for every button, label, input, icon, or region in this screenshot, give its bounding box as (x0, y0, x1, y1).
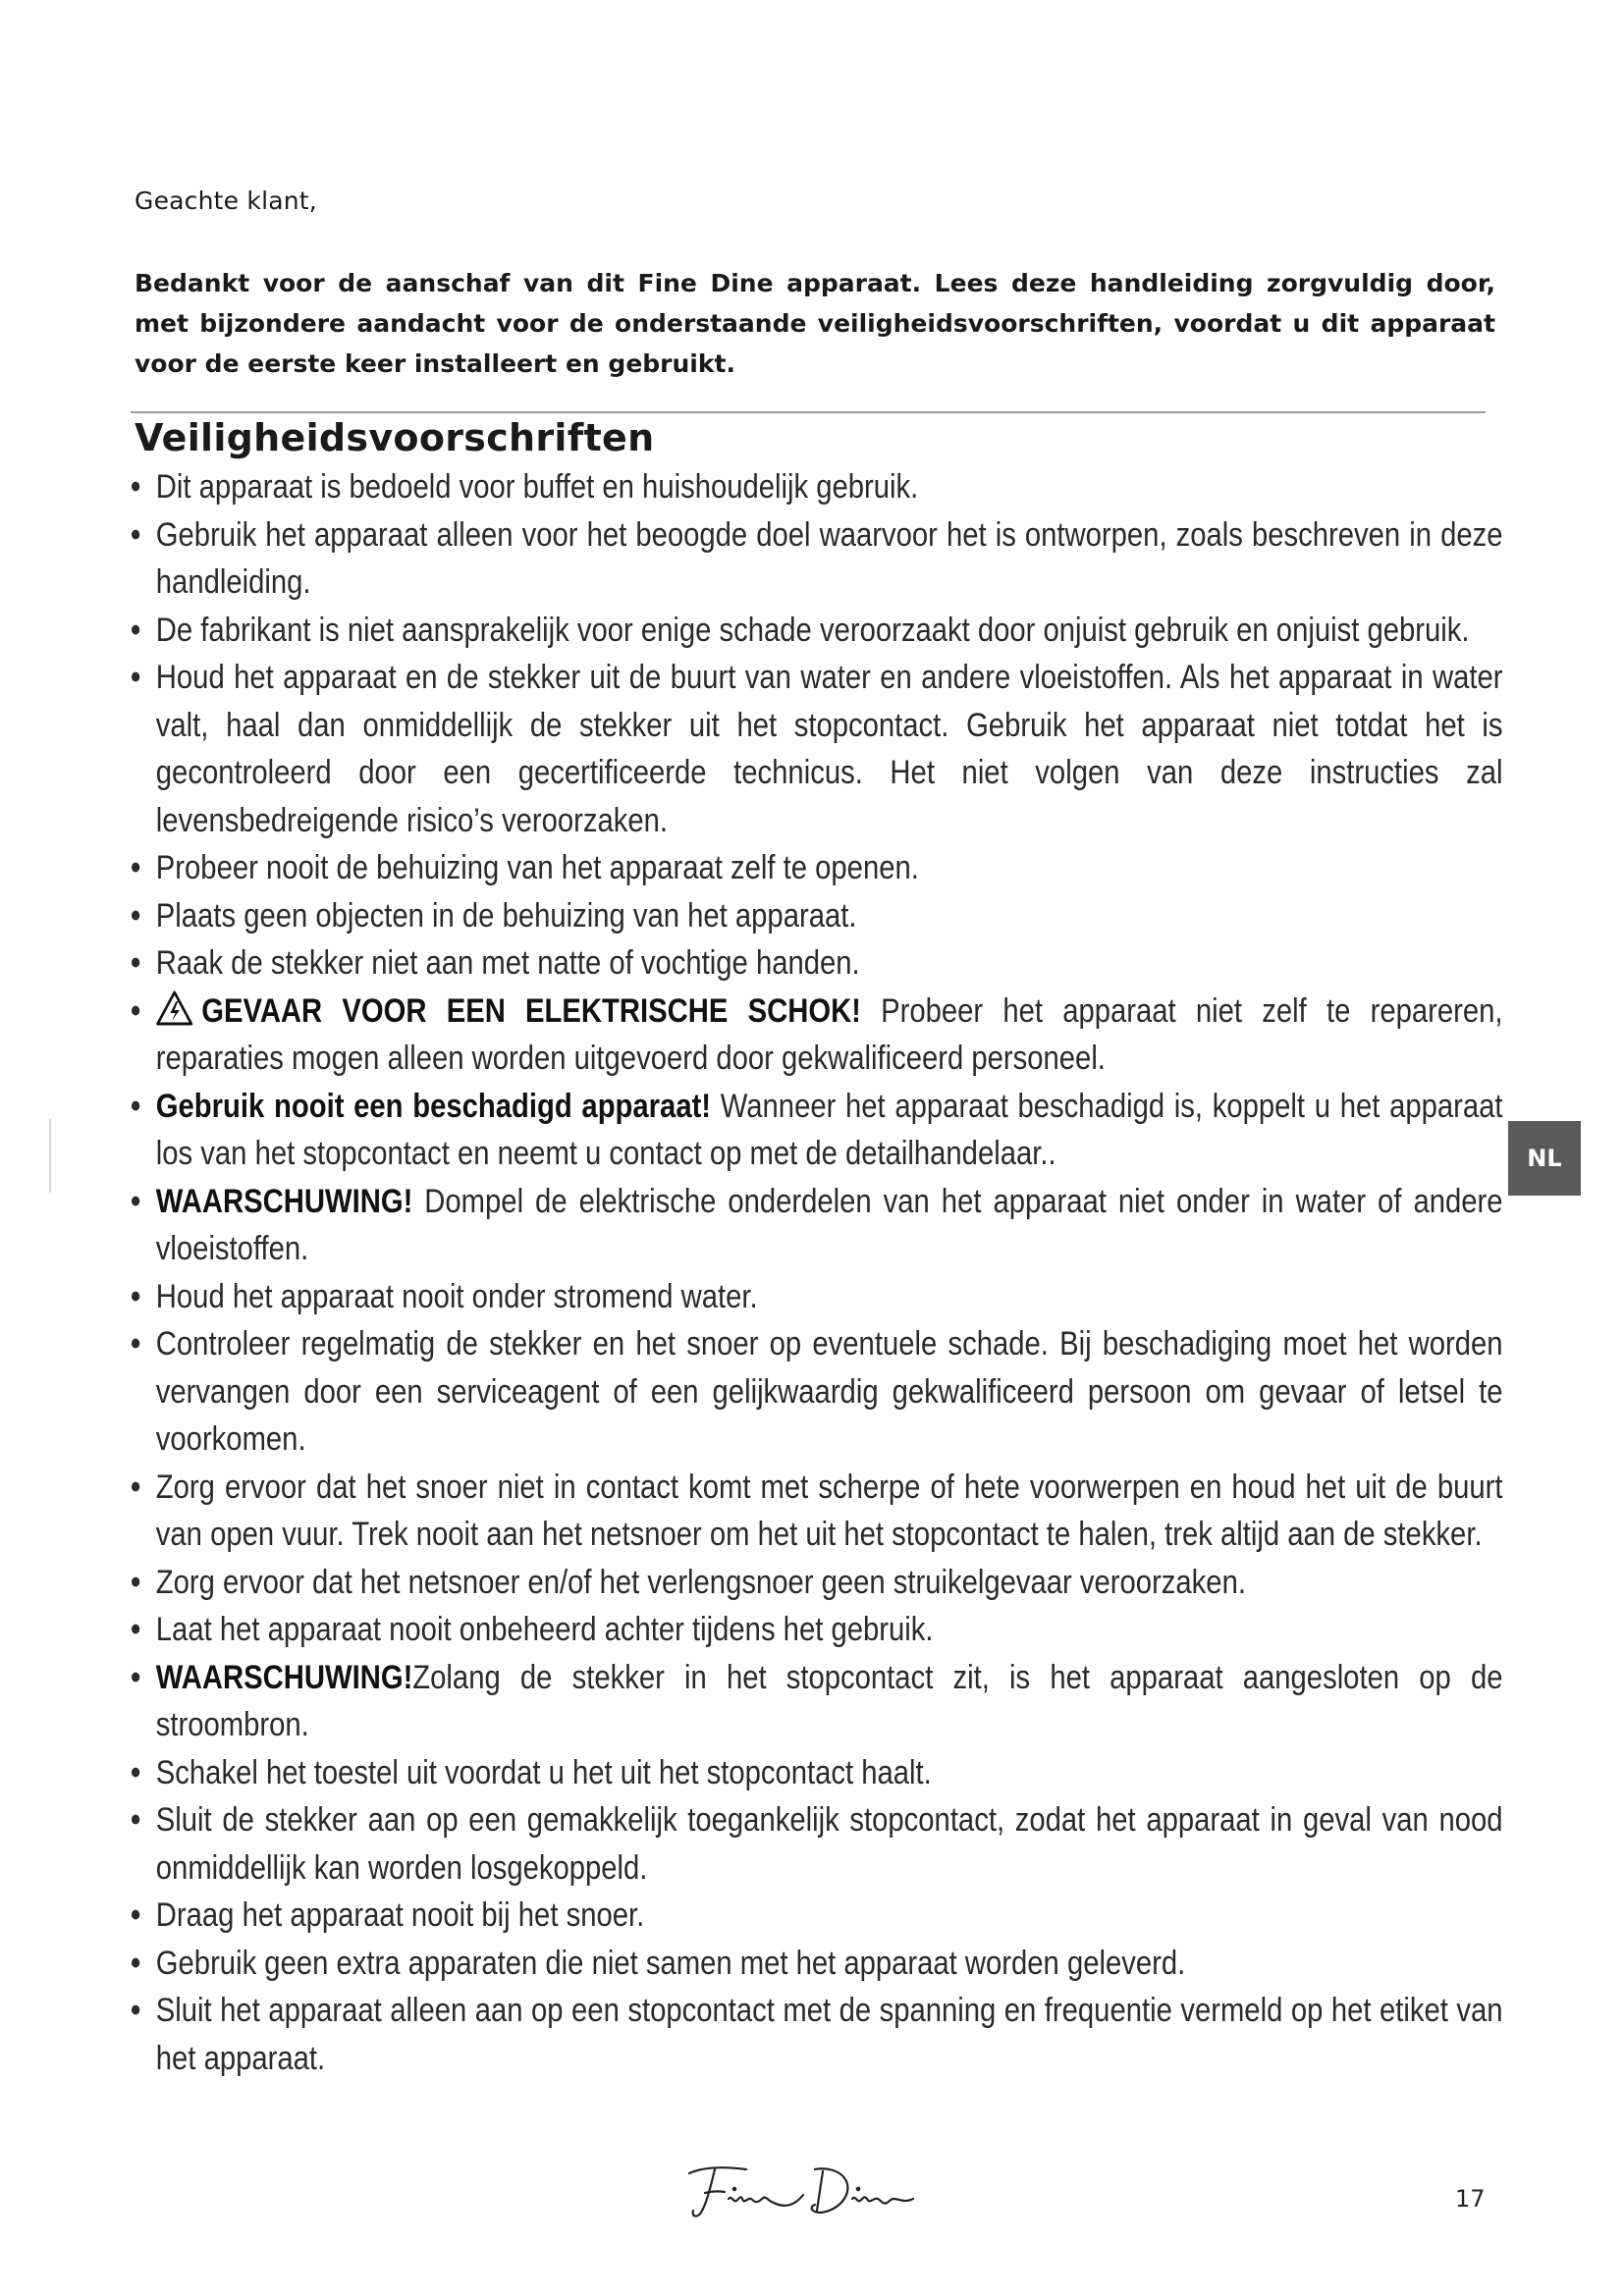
rule-text: Houd het apparaat en de stekker uit de buurt van water en andere vloeistoffen. Als het apparaat in water valt, haal dan onmiddellijk de stekker uit het stopcontact. Gebruik het apparaat niet totdat het is gecontroleerd door een gecertificeerde technicus. Het niet volgen van deze instructies zal levensbedreigende risico’s veroorzaken. (155, 659, 1503, 839)
rule-lead: WAARSCHUWING! (155, 1658, 413, 1696)
rule-text: Plaats geen objecten in de behuizing van het apparaat. (155, 896, 857, 934)
safety-rule-item (131, 988, 1503, 1083)
bullet-marker: • (131, 896, 141, 934)
safety-rule-item (131, 511, 1503, 607)
rule-lead: WAARSCHUWING! (155, 1182, 413, 1220)
bullet-marker: • (131, 944, 141, 982)
safety-rule-item (131, 1464, 1503, 1559)
rule-text: De fabrikant is niet aansprakelijk voor enige schade veroorzaakt door onjuist gebruik en onjuist gebruik. (155, 611, 1470, 649)
bullet-marker: • (131, 1182, 141, 1220)
bullet-marker: • (131, 1944, 141, 1982)
intro-paragraph: Bedankt voor de aanschaf van dit Fine Dine apparaat. Lees deze handleiding zorgvuldig door, met bijzondere aandacht voor de onderstaande veiligheidsvoorschriften, voordat u dit apparaat voor de eerste keer installeert en gebruikt. (135, 269, 1495, 378)
bullet-marker: • (131, 611, 141, 649)
bullet-marker: • (131, 468, 141, 506)
safety-rule-item (131, 939, 1503, 988)
rule-text: Zorg ervoor dat het netsnoer en/of het verlengsnoer geen struikelgevaar veroorzaken. (155, 1563, 1246, 1601)
bullet-marker: • (131, 1611, 141, 1648)
safety-rule-item (131, 1796, 1503, 1892)
bullet-marker: • (131, 1087, 141, 1125)
safety-rule-item (131, 1320, 1503, 1464)
rule-text: Laat het apparaat nooit onbeheerd achter tijdens het gebruik. (155, 1611, 934, 1648)
salutation: Geachte klant, (135, 187, 317, 215)
bullet-marker: • (131, 659, 141, 696)
rule-text: Gebruik geen extra apparaten die niet samen met het apparaat worden geleverd. (155, 1944, 1186, 1982)
safety-rule-item (131, 892, 1503, 940)
rule-text: Houd het apparaat nooit onder stromend water. (155, 1277, 758, 1315)
rule-text: Draag het apparaat nooit bij het snoer. (155, 1896, 645, 1934)
safety-rule-item (131, 607, 1503, 655)
page-number: 17 (1455, 2185, 1486, 2213)
rule-text: Schakel het toestel uit voordat u het uit het stopcontact haalt. (155, 1753, 932, 1791)
bullet-marker: • (131, 849, 141, 886)
bullet-marker: • (131, 1563, 141, 1601)
safety-rule-item (131, 1987, 1503, 2082)
rule-text: Sluit het apparaat alleen aan op een stopcontact met de spanning en frequentie vermeld op het etiket van het apparaat. (155, 1992, 1503, 2077)
rule-text: Zorg ervoor dat het snoer niet in contact komt met scherpe of hete voorwerpen en houd het uit de buurt van open vuur. Trek nooit aan het netsnoer om het uit het stopcontact te halen, trek altijd aan de stekker. (155, 1468, 1503, 1553)
language-tab: NL (1508, 1121, 1581, 1196)
bullet-marker: • (131, 1658, 141, 1696)
safety-rule-item (131, 1654, 1503, 1749)
bullet-marker: • (131, 515, 141, 554)
bullet-marker: • (131, 1801, 141, 1839)
rule-text: Dit apparaat is bedoeld voor buffet en huishoudelijk gebruik. (155, 468, 919, 506)
rule-text: Gebruik het apparaat alleen voor het beoogde doel waarvoor het is ontworpen, zoals beschreven in deze handleiding. (155, 515, 1503, 601)
safety-rule-item (131, 1083, 1503, 1178)
rule-text: Probeer het apparaat niet zelf te repareren, reparaties mogen alleen worden uitgevoerd door gekwalificeerd personeel. (155, 991, 1503, 1077)
rule-text: Zolang de stekker in het stopcontact zit, is het apparaat aangesloten op de stroombron. (155, 1658, 1503, 1743)
fine-dine-logo (677, 2156, 933, 2224)
rule-text: Sluit de stekker aan op een gemakkelijk toegankelijk stopcontact, zodat het apparaat in geval van nood onmiddellijk kan worden losgekoppeld. (155, 1801, 1503, 1887)
bullet-marker: • (131, 1992, 141, 2029)
bullet-marker: • (131, 1325, 141, 1362)
rule-text: Wanneer het apparaat beschadigd is, koppelt u het apparaat los van het stopcontact en neemt u contact op met de detailhandelaar.. (155, 1087, 1503, 1172)
safety-rule-item (131, 1749, 1503, 1797)
safety-rule-item (131, 1940, 1503, 1988)
rule-text: Dompel de elektrische onderdelen van het apparaat niet onder in water of andere vloeistoffen. (155, 1182, 1503, 1267)
rule-lead: GEVAAR VOOR EEN ELEKTRISCHE SCHOK! (201, 991, 861, 1030)
safety-rule-item (131, 844, 1503, 892)
safety-rule-item (131, 463, 1503, 511)
safety-rules-list (131, 463, 1503, 2082)
electric-shock-warning-icon (156, 990, 193, 1026)
safety-rule-item (131, 1559, 1503, 1607)
bullet-marker: • (131, 1468, 141, 1506)
safety-rule-item (131, 1178, 1503, 1273)
bullet-marker: • (131, 991, 141, 1030)
section-title: Veiligheidsvoorschriften (135, 416, 655, 459)
safety-rule-item (131, 1273, 1503, 1321)
rule-text: Probeer nooit de behuizing van het apparaat zelf te openen. (155, 849, 919, 886)
rule-text: Raak de stekker niet aan met natte of vochtige handen. (155, 944, 860, 982)
rule-lead: Gebruik nooit een beschadigd apparaat! (155, 1087, 712, 1125)
bullet-marker: • (131, 1277, 141, 1315)
page-edge-mark (49, 1119, 51, 1193)
section-divider (131, 411, 1486, 413)
bullet-marker: • (131, 1753, 141, 1791)
rule-text: Controleer regelmatig de stekker en het snoer op eventuele schade. Bij beschadiging moet het worden vervangen door een serviceagent of een gelijkwaardig gekwalificeerd persoon om gevaar of letsel te voorkomen. (155, 1325, 1503, 1458)
safety-rule-item (131, 654, 1503, 844)
safety-rule-item (131, 1606, 1503, 1654)
bullet-marker: • (131, 1896, 141, 1934)
safety-rule-item (131, 1892, 1503, 1940)
